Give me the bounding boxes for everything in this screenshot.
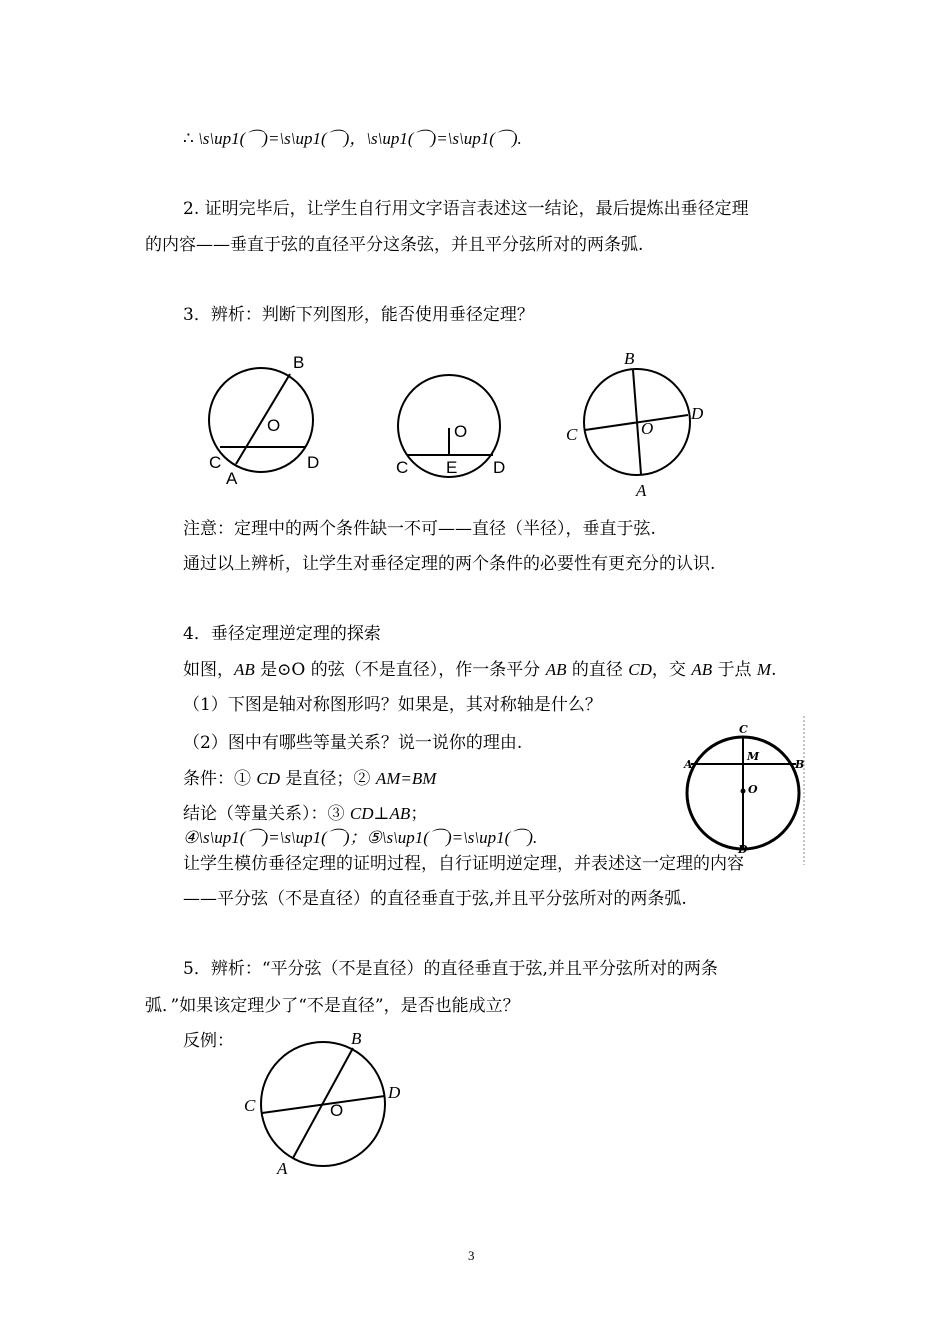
therefore-symbol: ∴ [183,129,194,149]
section4-question2: （2）图中有哪些等量关系？说一说你的理由. [183,733,523,753]
section3-note2: 通过以上辨析，让学生对垂径定理的两个条件的必要性有更充分的认识. [183,554,716,574]
fig4-label-o: O [748,783,758,796]
fig5-label-c: C [244,1096,256,1115]
section4-arc-conclusion: ④\s\up1(⌒)=\s\up1(⌒)；⑤\s\up1(⌒)=\s\up1(⌒). [183,828,538,847]
section4-title: 4．垂径定理逆定理的探索 [183,624,381,644]
fig3-label-d: D [691,404,704,423]
fig3-label-c: C [566,425,578,444]
fig3-label-o: O [641,419,654,438]
fig5-label-b: B [351,1029,362,1048]
section2-line1: 2. 证明完毕后，让学生自行用文字语言表述这一结论，最后提炼出垂径定理 [183,199,749,219]
fig4-label-b: B [795,758,805,771]
section2-line2: 的内容——垂直于弦的直径平分这条弦，并且平分弦所对的两条弧. [145,235,644,255]
figure1-circle-diagram [209,368,313,472]
fig5-label-o: O [330,1101,344,1120]
fig4-label-c: C [739,723,748,736]
section3-title: 3．辨析：判断下列图形，能否使用垂径定理？ [183,305,534,325]
page-number: 3 [468,1248,475,1263]
section4-result-line: ——平分弦（不是直径）的直径垂直于弦,并且平分弦所对的两条弧. [183,889,687,909]
fig3-label-a: A [636,481,647,500]
section4-intro: 如图，AB 是⊙O 的弦（不是直径），作一条平分 AB 的直径 CD，交 AB 于点 M. [183,660,777,680]
figure4-center-dot [741,789,746,794]
section4-condition: 条件：① CD 是直径；② AM=BM [183,769,437,789]
fig4-label-a: A [684,758,693,771]
arc-equality-text: \s\up1(⌒)=\s\up1(⌒)，\s\up1(⌒)=\s\up1(⌒). [193,129,522,148]
fig1-label-d: D [307,453,320,472]
section4-prove-line: 让学生模仿垂径定理的证明过程，自行证明逆定理，并表述这一定理的内容 [183,854,744,874]
fig3-label-b: B [624,349,635,368]
fig2-label-e: E [446,458,458,477]
fig4-label-m: M [747,750,760,763]
fig1-label-o: O [267,416,281,435]
fig4-label-d: D [738,843,748,856]
section5-counterexample-label: 反例： [183,1031,234,1051]
fig1-label-a: A [226,469,238,488]
section3-note1: 注意：定理中的两个条件缺一不可——直径（半径），垂直于弦. [183,519,656,539]
section4-conclusion: 结论（等量关系）：③ CD⊥AB； [183,804,428,824]
section4-question1: （1）下图是轴对称图形吗？如果是，其对称轴是什么？ [183,695,602,715]
fig2-label-d: D [493,458,506,477]
figure5-circle-diagram [261,1042,385,1166]
fig2-label-o: O [454,422,468,441]
section5-line1: 5．辨析：“平分弦（不是直径）的直径垂直于弦,并且平分弦所对的两条 [183,959,718,979]
figure3-circle-diagram [584,369,690,475]
fig2-label-c: C [396,458,409,477]
fig1-label-c: C [209,453,222,472]
fig1-label-b: B [293,353,305,372]
fig5-label-a: A [277,1159,288,1178]
fig5-label-d: D [388,1083,401,1102]
section5-line2: 弧．”如果该定理少了“不是直径”，是否也能成立？ [145,996,520,1016]
